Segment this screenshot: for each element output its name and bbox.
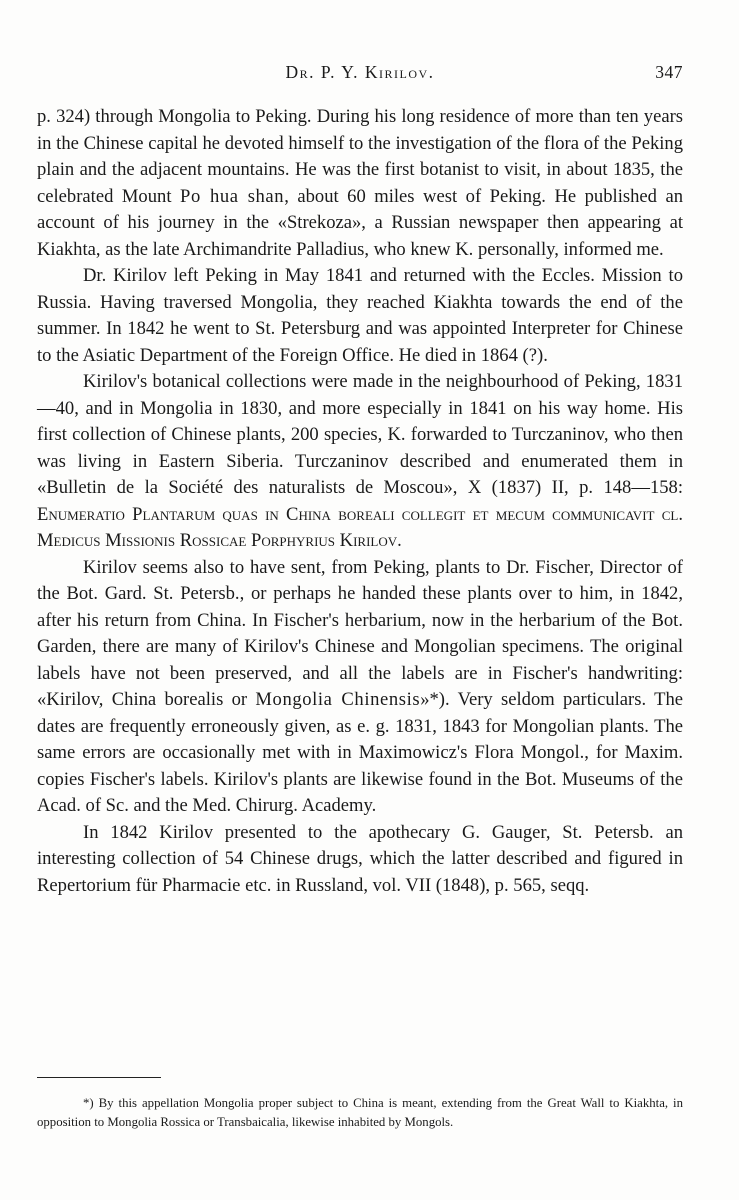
- footnote-divider: [37, 1077, 161, 1078]
- book-page: [37, 0, 683, 1200]
- running-head-name: Kirilov: [364, 62, 429, 82]
- paragraph-2: Dr. Kirilov left Peking in May 1841 and returned with the Eccles. Mission to Russia. Having traversed Mongolia, they reached Kiakhta towards the end of the summer. In 1842 he went to St. Petersburg and was appointed Interpreter for Chinese to the Asiatic Department of the Foreign Office. He died in 1864 (?).: [37, 265, 683, 366]
- paragraph-5: In 1842 Kirilov presented to the apothecary G. Gauger, St. Petersb. an interesting collection of 54 Chinese drugs, which the latter described and figured in Repertorium für Pharmacie etc. in Russland, vol. VII (1848), p. 565, seqq.: [37, 821, 683, 896]
- paragraph-1-end: , about 60 miles west of Peking. He published an account of his journey in the «Strekoza», a Russian newspaper then appearing at Kiakhta, as the late Archimandrite Palladius, who knew K. personally, informed me.: [37, 185, 683, 260]
- paragraph-4-end: »*). Very seldom particulars. The dates are frequently erroneously given, as e. g. 1831, 1843 for Mongolian plants. The same errors are occasionally met with in Maximowicz's Flora Mongol., for Maxim. copies Fischer's labels. Kirilov's plants are likewise found in the Bot. Museums of the Acad. of Sc. and the Med. Chirurg. Academy.: [37, 689, 683, 816]
- running-head: [37, 62, 683, 83]
- page-header: [37, 58, 683, 88]
- mount-name: Po hua shan: [180, 185, 285, 207]
- publication-title: Enumeratio Plantarum quas in China boreali collegit et mecum communicavit cl. Medicus Missionis Rossicae Porphyrius Kirilov.: [37, 503, 683, 551]
- footnote: [37, 1094, 683, 1132]
- body-text: [37, 104, 683, 899]
- running-head-suffix: .: [428, 62, 435, 82]
- footnote-text: *) By this appellation Mongolia proper subject to China is meant, extending from the Great Wall to Kiakhta, in opposition to Mongolia Rossica or Transbaicalia, likewise inhabited by Mongols.: [37, 1096, 683, 1129]
- paragraph-4: [37, 555, 683, 820]
- running-head-prefix: Dr.: [285, 62, 315, 82]
- paragraph-1-text: p. 324) through Mongolia to Peking. During his long residence of more than ten years in the Chinese capital he devoted himself to the investigation of the flora of the Peking plain and the adjacent mountains. He was the first botanist to visit, in about 1835, the celebrated Mount: [37, 106, 683, 207]
- running-head-mid: P. Y.: [314, 62, 365, 82]
- paragraph-3: [37, 369, 683, 555]
- paragraph-1: [37, 104, 683, 263]
- paragraph-4-text: Kirilov seems also to have sent, from Peking, plants to Dr. Fischer, Director of the Bot. Gard. St. Petersb., or perhaps he handed these plants over to him, in 1842, after his return from China. In Fischer's herbarium, now in the herbarium of the Bot. Garden, there are many of Kirilov's Chinese and Mongolian specimens. The original labels have not been preserved, and all the labels are in Fischer's handwriting: «Kirilov, China borealis or: [37, 556, 683, 710]
- label-text: Mongolia Chinensis: [255, 689, 421, 710]
- page-number: 347: [655, 62, 683, 82]
- paragraph-3-text: Kirilov's botanical collections were made in the neighbourhood of Peking, 1831—40, and in Mongolia in 1830, and more especially in 1841 on his way home. His first collection of Chinese plants, 200 species, K. forwarded to Turczaninov, who then was living in Eastern Siberia. Turczaninov described and enumerated them in «Bulletin de la Société des naturalists de Moscou», X (1837) II, p. 148—158:: [37, 371, 683, 498]
